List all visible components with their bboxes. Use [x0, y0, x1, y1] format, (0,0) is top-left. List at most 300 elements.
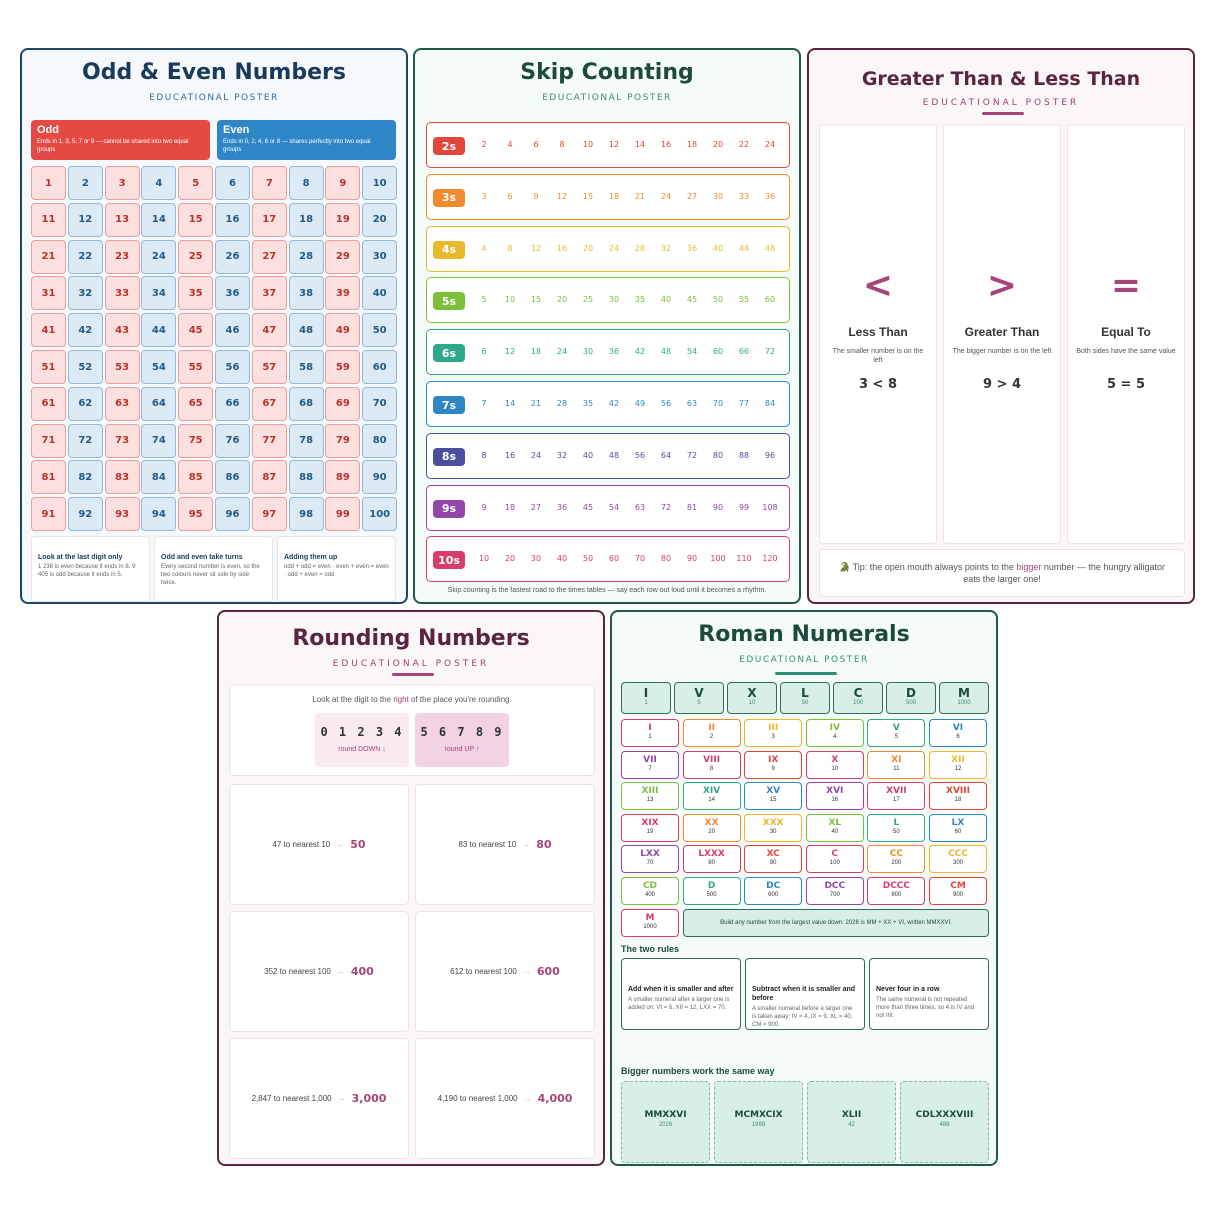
- number-cell: 82: [68, 460, 103, 494]
- roman-symbol: XIX: [641, 817, 659, 828]
- number-cell: 52: [68, 350, 103, 384]
- round-up-label: round UP ↑: [444, 746, 480, 753]
- skip-value: 5: [481, 295, 487, 305]
- roman-value: 15: [769, 797, 777, 804]
- skip-value: 110: [736, 554, 752, 564]
- skip-value: 36: [556, 502, 568, 512]
- roman-symbol: CC: [889, 849, 903, 860]
- number-cell: 34: [141, 276, 176, 310]
- roman-value: 700: [829, 892, 840, 898]
- skip-value: 56: [634, 450, 646, 460]
- roman-symbol: XIII: [641, 786, 659, 797]
- number-cell: 92: [68, 497, 103, 531]
- skip-value: 30: [712, 191, 724, 201]
- number-cell: 23: [105, 240, 140, 274]
- roman-value: 12: [954, 765, 962, 772]
- number-cell: 1: [31, 166, 66, 200]
- roman-cell: [929, 877, 987, 905]
- number-cell: 63: [105, 387, 140, 421]
- number-cell: 16: [215, 203, 250, 237]
- number-cell: 40: [362, 276, 397, 310]
- roman-value: 500: [905, 700, 916, 706]
- roman-cell: [867, 719, 925, 747]
- roman-base-cell: [780, 682, 830, 714]
- roman-symbol: VI: [952, 723, 964, 733]
- roman-value: 19: [646, 828, 654, 835]
- roman-base-cell: [727, 682, 777, 714]
- tip-box: [819, 549, 1185, 597]
- example-answer: 600: [536, 965, 560, 978]
- fact-card: [277, 536, 396, 602]
- skip-value: 3: [481, 191, 487, 201]
- skip-row: [426, 329, 790, 375]
- number-cell: 65: [178, 387, 213, 421]
- number-cell: 60: [362, 350, 397, 384]
- roman-cell: [929, 719, 987, 747]
- skip-row-label: 4s: [433, 241, 465, 259]
- number-cell: 46: [215, 313, 250, 347]
- number-cell: 98: [289, 497, 324, 531]
- intro-text: Look at the digit to the right of the place you're rounding.: [312, 695, 512, 704]
- roman-title: Roman Numerals: [698, 622, 910, 647]
- number-cell: 25: [178, 240, 213, 274]
- roman-symbol: LXXX: [698, 849, 725, 860]
- roman-value: 300: [952, 860, 963, 867]
- compare-title: Greater Than & Less Than: [861, 68, 1141, 90]
- number-cell: 55: [178, 350, 213, 384]
- title-underline: [775, 672, 837, 675]
- skip-value: 84: [764, 399, 776, 408]
- number-cell: 22: [68, 240, 103, 274]
- roman-value: 16: [831, 797, 839, 804]
- arrow-icon: →: [336, 967, 345, 976]
- skip-value: 70: [634, 554, 646, 564]
- fact-description: 1 238 is even because it ends in 8. 9 405 is odd because it ends in 5.: [38, 564, 136, 578]
- rounding-poster: [217, 610, 605, 1166]
- skip-row: [426, 226, 790, 272]
- skip-value: 9: [481, 502, 487, 512]
- number-cell: 67: [252, 387, 287, 421]
- skip-footer: Skip counting is the fastest road to the times tables — say each row out loud until it becomes a rhythm.: [447, 587, 767, 594]
- roman-value: 20: [708, 828, 715, 835]
- fact-title: Look at the last digit only: [38, 554, 123, 561]
- skip-row-label: 2s: [433, 137, 465, 155]
- roman-value: 70: [646, 860, 654, 867]
- skip-value: 54: [608, 502, 620, 512]
- roman-cell: [683, 814, 741, 842]
- skip-value: 20: [556, 295, 568, 305]
- roman-symbol: L: [801, 686, 809, 700]
- number-cell: 44: [141, 313, 176, 347]
- roman-value: 500: [706, 892, 717, 898]
- roman-value: 1999: [751, 1122, 766, 1128]
- skip-value: 49: [634, 399, 646, 408]
- roman-cell: [621, 877, 679, 905]
- number-cell: 10: [362, 166, 397, 200]
- number-cell: 7: [252, 166, 287, 200]
- number-cell: 53: [105, 350, 140, 384]
- roman-value: 5: [894, 734, 899, 740]
- round-up-box: [415, 713, 509, 767]
- skip-value: 24: [660, 191, 672, 201]
- skip-value: 36: [608, 347, 620, 357]
- bigger-heading: Bigger numbers work the same way: [621, 1066, 775, 1076]
- arrow-icon: →: [522, 967, 531, 976]
- roman-cell: [621, 751, 679, 779]
- skip-title: Skip Counting: [520, 60, 694, 85]
- number-cell: 24: [141, 240, 176, 274]
- skip-value: 42: [608, 399, 620, 408]
- tip-highlight: bigger: [1016, 562, 1042, 572]
- rounding-example-card: [229, 1038, 409, 1159]
- skip-value: 108: [762, 502, 778, 512]
- number-cell: 32: [68, 276, 103, 310]
- skip-value: 15: [530, 295, 542, 305]
- skip-value: 4: [481, 243, 487, 253]
- tip-text-end: number — the hungry alligator eats the larger one!: [963, 562, 1165, 584]
- skip-value: 36: [764, 191, 776, 201]
- skip-value: 100: [710, 554, 726, 564]
- roman-symbol: X: [747, 686, 757, 700]
- roman-value: 30: [769, 828, 777, 835]
- arrow-icon: →: [523, 1094, 532, 1103]
- skip-subtitle: EDUCATIONAL POSTER: [542, 93, 672, 103]
- arrow-icon: →: [522, 840, 531, 849]
- skip-value: 42: [634, 347, 646, 357]
- number-cell: 49: [325, 313, 360, 347]
- skip-value: 4: [507, 140, 513, 149]
- card-name: Greater Than: [964, 325, 1040, 339]
- alligator-icon: 🐊: [839, 562, 851, 572]
- number-cell: 48: [289, 313, 324, 347]
- card-description: The bigger number is on the left: [952, 348, 1052, 355]
- roman-value: 13: [646, 797, 654, 804]
- number-cell: 27: [252, 240, 287, 274]
- skip-row-label: 6s: [433, 344, 465, 362]
- skip-value: 33: [738, 191, 750, 201]
- skip-value: 50: [582, 554, 594, 564]
- skip-value: 72: [686, 450, 698, 460]
- less-than-card: [819, 124, 937, 544]
- number-cell: 17: [252, 203, 287, 237]
- roman-cell: [621, 814, 679, 842]
- roman-cell: [683, 782, 741, 810]
- roman-cell: [929, 782, 987, 810]
- round-up-digits: 5 6 7 8 9: [420, 725, 504, 739]
- number-cell: 78: [289, 424, 324, 458]
- number-cell: 41: [31, 313, 66, 347]
- number-cell: 19: [325, 203, 360, 237]
- skip-value: 12: [504, 347, 516, 357]
- skip-value: 54: [686, 347, 698, 357]
- fact-description: odd + odd = even · even + even = even · odd + even = odd: [284, 564, 389, 578]
- number-cell: 70: [362, 387, 397, 421]
- number-cell: 8: [289, 166, 324, 200]
- number-cell: 94: [141, 497, 176, 531]
- skip-value: 15: [582, 191, 594, 201]
- number-cell: 59: [325, 350, 360, 384]
- roman-value: 100: [829, 860, 840, 867]
- roman-symbol: XC: [766, 849, 780, 860]
- roman-cell: [621, 719, 679, 747]
- number-cell: 11: [31, 203, 66, 237]
- roman-cell: [806, 877, 864, 905]
- rule-card: [869, 958, 989, 1030]
- roman-subtitle: EDUCATIONAL POSTER: [739, 655, 869, 665]
- round-down-box: [315, 713, 409, 767]
- number-cell: 20: [362, 203, 397, 237]
- skip-value: 10: [582, 140, 594, 149]
- skip-value: 12: [556, 191, 568, 201]
- roman-cell: [806, 814, 864, 842]
- roman-cell: [621, 909, 679, 937]
- skip-value: 18: [504, 502, 516, 512]
- number-cell: 61: [31, 387, 66, 421]
- card-description: Both sides have the same value: [1076, 348, 1176, 355]
- roman-value: 200: [891, 860, 902, 867]
- roman-value: 14: [708, 797, 715, 804]
- skip-value: 63: [686, 399, 698, 408]
- compare-subtitle: EDUCATIONAL POSTER: [922, 98, 1080, 108]
- skip-value: 25: [582, 295, 594, 305]
- skip-value: 28: [556, 399, 568, 408]
- rounding-example-card: [415, 911, 595, 1032]
- number-cell: 71: [31, 424, 66, 458]
- card-example: 9 > 4: [982, 377, 1022, 392]
- roman-symbol: XVII: [886, 786, 907, 797]
- number-cell: 93: [105, 497, 140, 531]
- number-cell: 100: [362, 497, 397, 531]
- number-cell: 68: [289, 387, 324, 421]
- skip-value: 6: [533, 140, 539, 149]
- skip-value: 60: [764, 295, 776, 305]
- roman-symbol: M: [958, 686, 970, 700]
- skip-value: 35: [634, 295, 646, 305]
- round-down-label: round DOWN ↓: [338, 746, 386, 753]
- roman-value: 60: [954, 828, 962, 835]
- title-underline: [982, 112, 1024, 115]
- skip-value: 66: [738, 347, 750, 357]
- skip-value: 45: [686, 295, 698, 305]
- roman-value: 400: [644, 892, 655, 898]
- even-label: Even: [223, 124, 250, 136]
- number-cell: 3: [105, 166, 140, 200]
- roman-symbol: I: [643, 686, 649, 700]
- card-example: 5 = 5: [1106, 377, 1146, 392]
- roman-symbol: XXX: [762, 817, 784, 828]
- roman-value: 2: [709, 734, 714, 740]
- number-cell: 89: [325, 460, 360, 494]
- skip-value: 60: [712, 347, 724, 357]
- number-cell: 84: [141, 460, 176, 494]
- round-down-digits: 0 1 2 3 4: [320, 725, 404, 739]
- rule-description: The same numeral is not repeated more than three times, so 4 is IV and not IIII.: [876, 997, 975, 1019]
- number-cell: 57: [252, 350, 287, 384]
- skip-value: 56: [660, 399, 672, 408]
- number-cell: 56: [215, 350, 250, 384]
- roman-value: 800: [891, 892, 902, 898]
- skip-value: 24: [530, 450, 542, 460]
- skip-value: 120: [762, 554, 778, 564]
- roman-symbol: DCC: [824, 881, 846, 891]
- roman-symbol: LXX: [640, 849, 660, 860]
- roman-symbol: XV: [766, 786, 781, 797]
- number-cell: 80: [362, 424, 397, 458]
- rule-title: Subtract when it is smaller and before: [752, 986, 856, 1002]
- number-cell: 66: [215, 387, 250, 421]
- fact-title: Adding them up: [284, 554, 338, 561]
- skip-value: 88: [738, 450, 750, 460]
- skip-value: 20: [712, 140, 724, 149]
- roman-value: 600: [768, 892, 779, 898]
- equal-to-card: [1067, 124, 1185, 544]
- skip-row: [426, 485, 790, 531]
- skip-value: 44: [738, 243, 750, 253]
- roman-value: 1: [648, 734, 652, 740]
- roman-symbol: MCMXCIX: [734, 1110, 783, 1120]
- roman-symbol: CCC: [948, 849, 968, 860]
- intro-highlight: right: [393, 695, 409, 704]
- number-cell: 76: [215, 424, 250, 458]
- roman-cell: [621, 845, 679, 873]
- rounding-example-card: [415, 784, 595, 905]
- skip-counting-poster: [413, 48, 801, 604]
- even-header: [217, 120, 396, 160]
- roman-cell: [867, 751, 925, 779]
- skip-value: 81: [686, 502, 698, 512]
- number-cell: 35: [178, 276, 213, 310]
- skip-value: 18: [530, 347, 542, 357]
- skip-value: 24: [764, 140, 776, 149]
- roman-symbol: XVI: [826, 786, 844, 797]
- skip-value: 63: [634, 502, 646, 512]
- skip-value: 60: [608, 554, 620, 564]
- rule-title: Add when it is smaller and after: [628, 986, 734, 993]
- number-cell: 30: [362, 240, 397, 274]
- equal-symbol: =: [1110, 265, 1142, 306]
- roman-cell: [806, 782, 864, 810]
- skip-value: 14: [634, 140, 646, 149]
- greater-than-symbol: >: [986, 265, 1018, 306]
- roman-symbol: V: [892, 723, 900, 733]
- rule-description: A smaller numeral before a larger one is taken away: IV = 4, IX = 9, XL = 40, CM = 900.: [752, 1006, 853, 1028]
- skip-row-label: 9s: [433, 500, 465, 518]
- roman-symbol: CD: [642, 881, 658, 891]
- odd-description: Ends in 1, 3, 5, 7 or 9 — cannot be shared into two equal groups: [37, 139, 189, 153]
- number-cell: 81: [31, 460, 66, 494]
- number-cell: 31: [31, 276, 66, 310]
- roman-value: 10: [831, 765, 839, 772]
- skip-value: 96: [764, 450, 776, 460]
- rule-card: [745, 958, 865, 1030]
- roman-value: 80: [708, 860, 715, 867]
- roman-value: 100: [852, 700, 863, 706]
- number-cell: 15: [178, 203, 213, 237]
- arrow-icon: →: [336, 840, 345, 849]
- number-cell: 5: [178, 166, 213, 200]
- number-cell: 51: [31, 350, 66, 384]
- number-cell: 37: [252, 276, 287, 310]
- roman-value: 50: [801, 700, 809, 706]
- roman-value: 488: [939, 1122, 950, 1128]
- skip-value: 21: [634, 191, 646, 201]
- number-cell: 13: [105, 203, 140, 237]
- example-question: 83 to nearest 10: [458, 840, 517, 849]
- odd-even-title: Odd & Even Numbers: [82, 60, 346, 85]
- roman-value: 90: [769, 860, 777, 867]
- roman-symbol: M: [645, 912, 655, 923]
- skip-row: [426, 536, 790, 582]
- skip-value: 36: [686, 243, 698, 253]
- roman-value: 7: [648, 765, 652, 772]
- roman-cell: [744, 877, 802, 905]
- roman-cell: [867, 877, 925, 905]
- number-cell: 77: [252, 424, 287, 458]
- number-cell: 12: [68, 203, 103, 237]
- roman-symbol: CDLXXXVIII: [915, 1110, 974, 1120]
- fact-card: [154, 536, 273, 602]
- bigger-number-card: [900, 1081, 989, 1163]
- roman-cell: [929, 845, 987, 873]
- roman-cell: [683, 845, 741, 873]
- roman-value: 40: [831, 828, 839, 835]
- skip-value: 32: [556, 450, 568, 460]
- compare-poster: [807, 48, 1195, 604]
- roman-symbol: DCCC: [882, 881, 911, 891]
- roman-value: 1: [644, 700, 648, 706]
- roman-value: 9: [771, 765, 775, 772]
- roman-base-cell: [886, 682, 936, 714]
- skip-value: 20: [504, 554, 516, 564]
- card-description: The smaller number is on the left: [832, 348, 924, 364]
- example-answer: 400: [350, 965, 374, 978]
- roman-cell: [744, 719, 802, 747]
- number-cell: 2: [68, 166, 103, 200]
- roman-symbol: MMXXVI: [644, 1110, 687, 1120]
- roman-symbol: VIII: [703, 754, 721, 765]
- roman-symbol: XI: [891, 754, 902, 765]
- roman-symbol: XX: [704, 817, 719, 828]
- skip-value: 30: [608, 295, 620, 305]
- roman-symbol: X: [831, 754, 839, 765]
- skip-value: 14: [504, 399, 516, 408]
- roman-value: 6: [956, 734, 960, 740]
- skip-value: 45: [582, 502, 594, 512]
- skip-value: 99: [738, 502, 750, 512]
- number-cell: 74: [141, 424, 176, 458]
- roman-value: 10: [748, 700, 756, 706]
- odd-header: [31, 120, 210, 160]
- example-question: 4,190 to nearest 1,000: [437, 1094, 518, 1103]
- skip-value: 6: [507, 191, 513, 201]
- example-question: 352 to nearest 100: [264, 967, 331, 976]
- roman-symbol: L: [893, 817, 900, 828]
- number-cell: 6: [215, 166, 250, 200]
- skip-value: 48: [764, 243, 776, 253]
- number-cell: 58: [289, 350, 324, 384]
- roman-symbol: VII: [643, 754, 657, 765]
- skip-value: 27: [686, 191, 698, 201]
- number-cell: 69: [325, 387, 360, 421]
- roman-symbol: DC: [766, 881, 781, 891]
- skip-value: 18: [608, 191, 620, 201]
- number-cell: 62: [68, 387, 103, 421]
- tip-text: Tip: the open mouth always points to the: [852, 562, 1017, 572]
- rule-description: A smaller numeral after a larger one is added on: VI = 6, XII = 12, LXX = 70.: [628, 997, 730, 1011]
- roman-symbol: V: [694, 686, 704, 700]
- skip-value: 12: [530, 243, 542, 253]
- example-answer: 4,000: [537, 1092, 573, 1105]
